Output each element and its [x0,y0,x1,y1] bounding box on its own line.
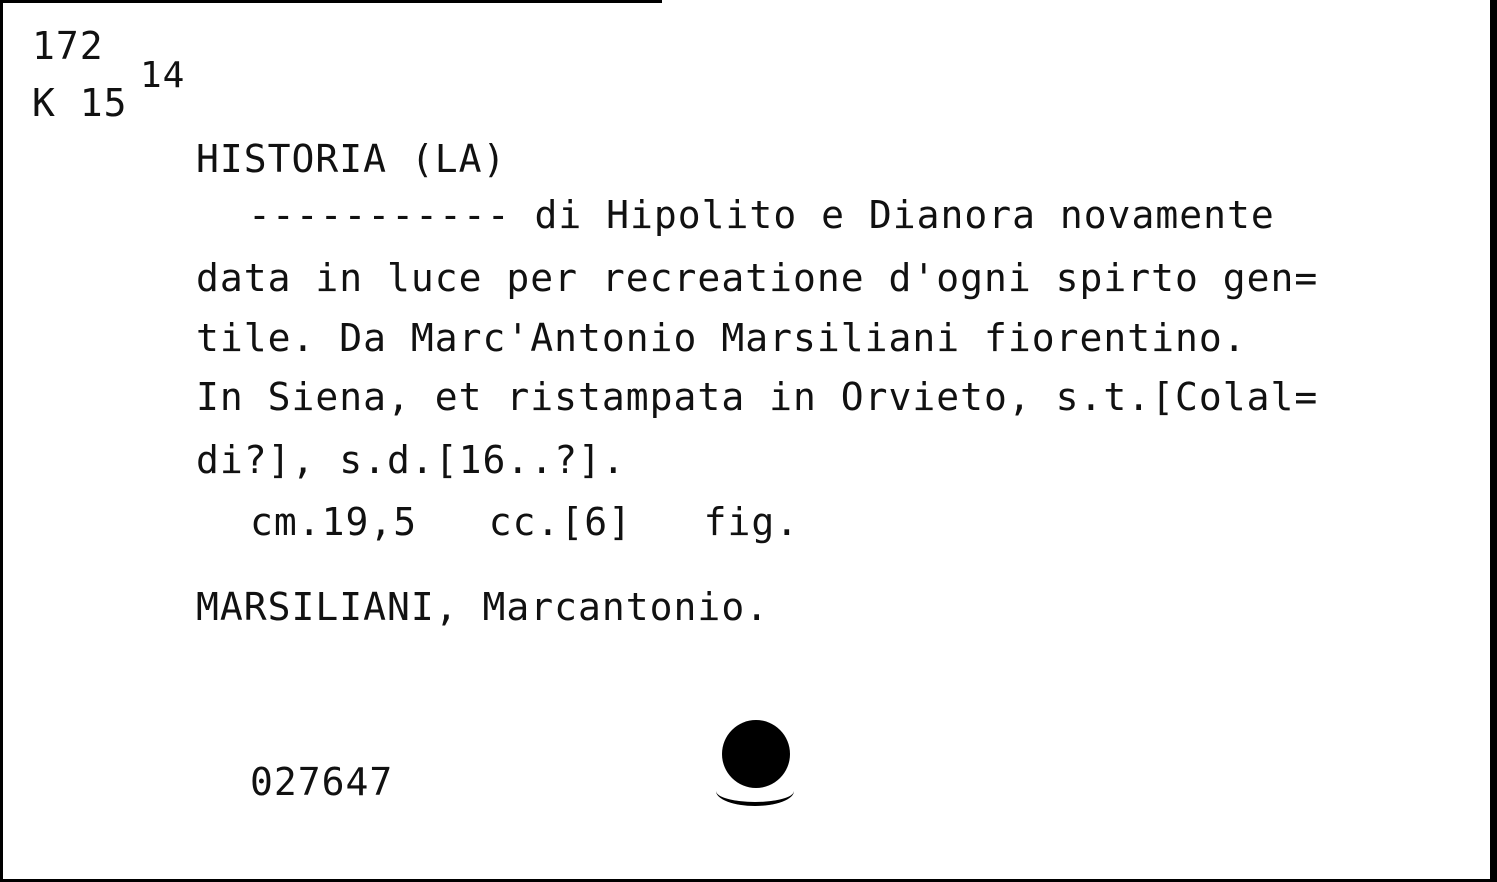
imprint-line: In Siena, et ristampata in Orvieto, s.t.[Colal= [196,375,1319,419]
card-left-edge [0,0,3,882]
accession-number: 027647 [250,760,394,804]
title-line: ----------- di Hipolito e Dianora novamente [248,193,1275,237]
physical-description: cm.19,5 cc.[6] fig. [250,500,800,544]
card-punch-hole-shadow [716,776,794,806]
title-line: data in luce per recreatione d'ogni spirto gen= [196,256,1319,300]
card-heading: HISTORIA (LA) [196,137,507,181]
shelfmark-superscript: 14 [140,55,186,96]
shelfmark-line-2: K 15 [32,81,128,125]
shelfmark-line-1: 172 [32,24,104,68]
card-right-edge [1490,0,1497,882]
card-top-edge [0,0,662,3]
title-line: tile. Da Marc'Antonio Marsiliani fiorentino. [196,316,1247,360]
imprint-line: di?], s.d.[16..?]. [196,438,626,482]
author-added-entry: MARSILIANI, Marcantonio. [196,585,770,629]
